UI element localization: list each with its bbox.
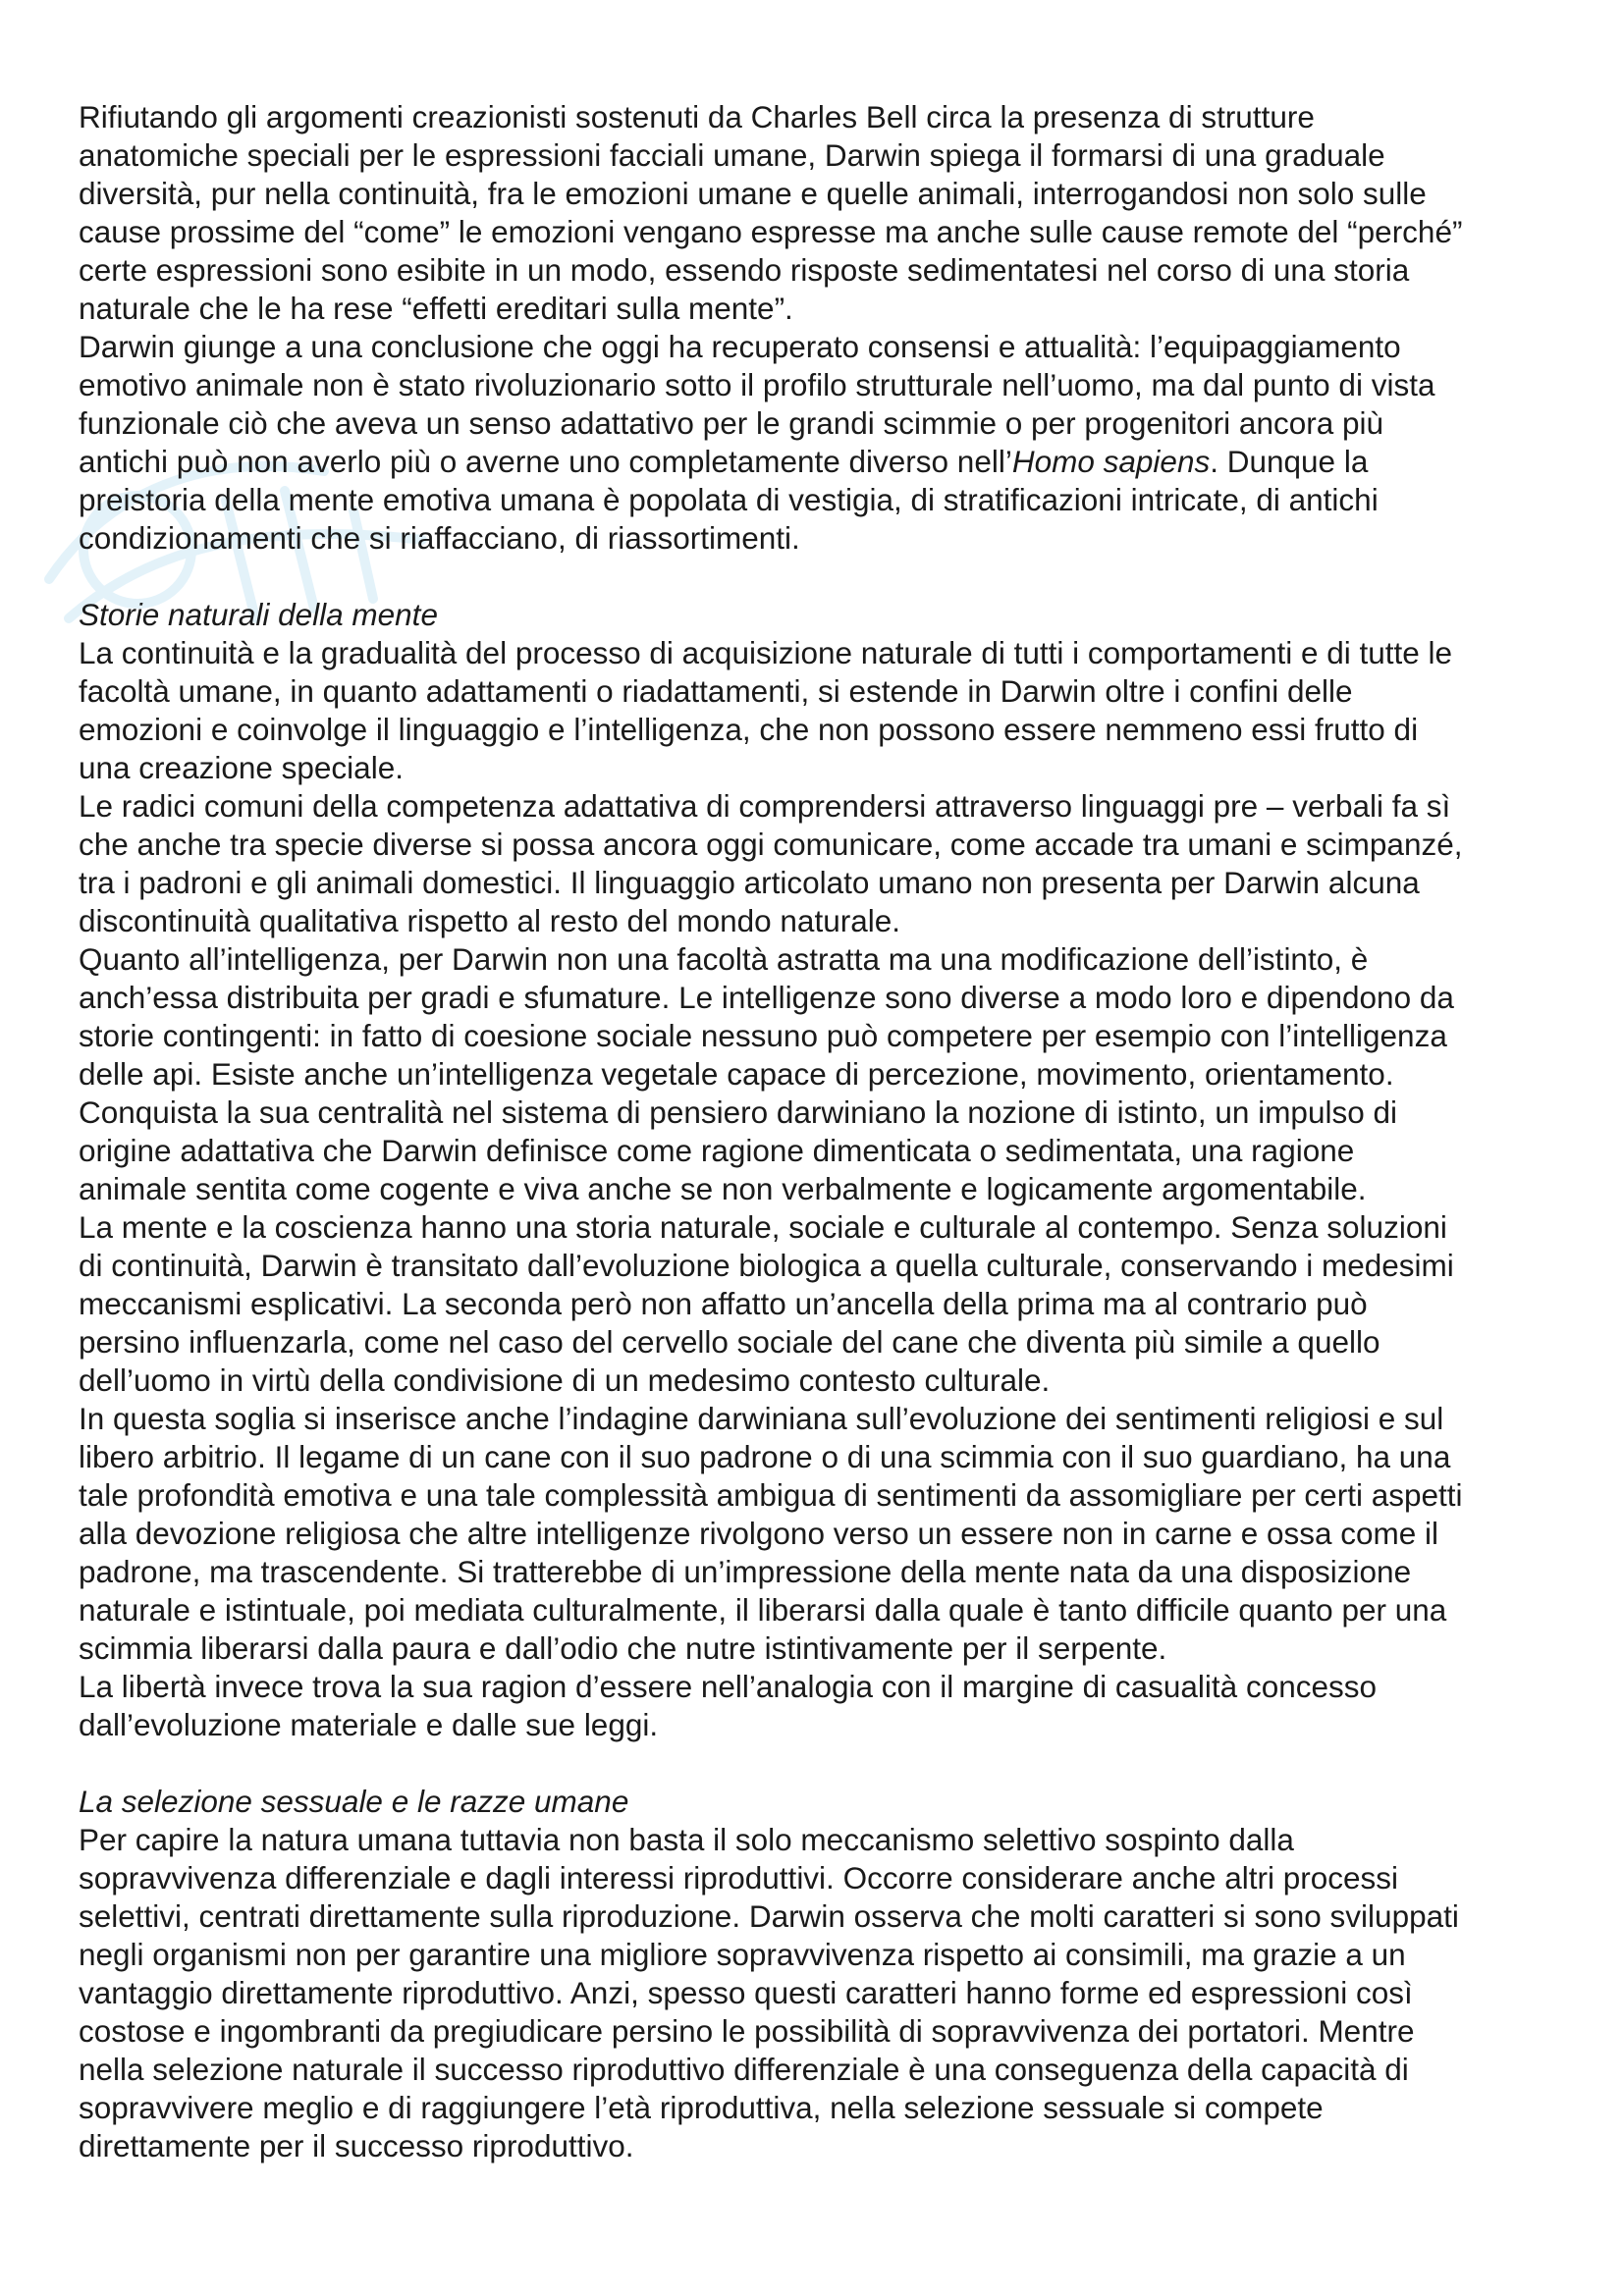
text-line: preistoria della mente emotiva umana è popolata di vestigia, di stratificazioni intricate, di antichi [79, 482, 1379, 517]
text-line: discontinuità qualitativa rispetto al resto del mondo naturale. [79, 903, 900, 938]
text-line: Darwin giunge a una conclusione che oggi ha recuperato consensi e attualità: l’equipaggiamento [79, 329, 1401, 364]
text-line: dall’evoluzione materiale e dalle sue leggi. [79, 1707, 659, 1742]
text-line: condizionamenti che si riaffacciano, di riassortimenti. [79, 520, 800, 556]
text-line: La continuità e la gradualità del processo di acquisizione naturale di tutti i comportamenti e di tutte le [79, 635, 1453, 670]
text-line: certe espressioni sono esibite in un modo, essendo risposte sedimentatesi nel corso di una storia [79, 252, 1410, 288]
text-line: tale profondità emotiva e una tale complessità ambigua di sentimenti da assomigliare per certi aspetti [79, 1477, 1463, 1513]
paragraph-spacer [79, 1744, 1571, 1783]
text-line: origine adattativa che Darwin definisce come ragione dimenticata o sedimentata, una ragione [79, 1133, 1355, 1168]
text-line: Quanto all’intelligenza, per Darwin non una facoltà astratta ma una modificazione dell’istinto, è [79, 941, 1369, 977]
text-line: cause prossime del “come” le emozioni vengano espresse ma anche sulle cause remote del “perché” [79, 214, 1463, 249]
text-line: che anche tra specie diverse si possa ancora oggi comunicare, come accade tra umani e scimpanzé, [79, 827, 1463, 862]
text-line: alla devozione religiosa che altre intelligenze rivolgono verso un essere non in carne e ossa come il [79, 1516, 1439, 1551]
text-line: meccanismi esplicativi. La seconda però non affatto un’ancella della prima ma al contrario può [79, 1286, 1368, 1321]
text-line: scimmia liberarsi dalla paura e dall’odio che nutre istintivamente per il serpente. [79, 1630, 1167, 1666]
text-line: funzionale ciò che aveva un senso adattativo per le grandi scimmie o per progenitori ancora più [79, 405, 1384, 441]
text-line: Rifiutando gli argomenti creazionisti sostenuti da Charles Bell circa la presenza di strutture [79, 99, 1315, 134]
text-line: vantaggio direttamente riproduttivo. Anzi, spesso questi caratteri hanno forme ed espressioni così [79, 1975, 1413, 2010]
text-line: sopravvivere meglio e di raggiungere l’età riproduttiva, nella selezione sessuale si compete [79, 2090, 1324, 2125]
text-line: negli organismi non per garantire una migliore sopravvivenza rispetto ai consimili, ma grazie a un [79, 1937, 1406, 1972]
text-line: Le radici comuni della competenza adattativa di comprendersi attraverso linguaggi pre – verbali fa sì [79, 788, 1451, 824]
text-line: libero arbitrio. Il legame di un cane con il suo padrone o di una scimmia con il suo guardiano, ha una [79, 1439, 1451, 1474]
text-line: persino influenzarla, come nel caso del cervello sociale del cane che diventa più simile a quello [79, 1324, 1380, 1360]
text-line: padrone, ma trascendente. Si tratterebbe di un’impressione della mente nata da una disposizione [79, 1554, 1412, 1589]
document-body [79, 98, 1571, 2165]
text-segment: antichi può non averlo più o averne uno completamente diverso nell’ [79, 444, 1012, 479]
text-line: di continuità, Darwin è transitato dall’evoluzione biologica a quella culturale, conservando i medesimi [79, 1248, 1454, 1283]
text-line: emotivo animale non è stato rivoluzionario sotto il profilo strutturale nell’uomo, ma dal punto di vista [79, 367, 1435, 402]
section-natural-histories [79, 596, 1571, 1744]
text-line: costose e ingombranti da pregiudicare persino le possibilità di sopravvivenza dei portatori. Mentre [79, 2013, 1415, 2049]
text-line: naturale e istintuale, poi mediata culturalmente, il liberarsi dalla quale è tanto difficile quanto per una [79, 1592, 1447, 1628]
text-line: animale sentita come cogente e viva anche se non verbalmente e logicamente argomentabile. [79, 1171, 1367, 1206]
text-line: tra i padroni e gli animali domestici. Il linguaggio articolato umano non presenta per Darwin alcuna [79, 865, 1420, 900]
text-line: naturale che le ha rese “effetti ereditari sulla mente”. [79, 291, 793, 326]
text-line: direttamente per il successo riproduttivo. [79, 2128, 634, 2163]
text-line: diversità, pur nella continuità, fra le emozioni umane e quelle animali, interrogandosi non solo sulle [79, 176, 1427, 211]
section-heading: La selezione sessuale e le razze umane [79, 1784, 629, 1819]
text-line: Per capire la natura umana tuttavia non basta il solo meccanismo selettivo sospinto dalla [79, 1822, 1294, 1857]
text-line: facoltà umane, in quanto adattamenti o riadattamenti, si estende in Darwin oltre i confini delle [79, 673, 1353, 709]
text-line: dell’uomo in virtù della condivisione di un medesimo contesto culturale. [79, 1362, 1051, 1398]
text-line: nella selezione naturale il successo riproduttivo differenziale è una conseguenza della capacità di [79, 2052, 1409, 2087]
text-line: sopravvivenza differenziale e dagli interessi riproduttivi. Occorre considerare anche altri processi [79, 1860, 1399, 1896]
section-sexual-selection [79, 1783, 1571, 2165]
text-line: La libertà invece trova la sua ragion d’essere nell’analogia con il margine di casualità concesso [79, 1669, 1378, 1704]
text-line: storie contingenti: in fatto di coesione sociale nessuno può competere per esempio con l’intelligenza [79, 1018, 1447, 1053]
section-heading: Storie naturali della mente [79, 597, 438, 632]
text-line: delle api. Esiste anche un’intelligenza vegetale capace di percezione, movimento, orientamento. [79, 1056, 1394, 1092]
text-line: emozioni e coinvolge il linguaggio e l’intelligenza, che non possono essere nemmeno essi frutto di [79, 712, 1419, 747]
section-emotions [79, 98, 1571, 558]
text-line: La mente e la coscienza hanno una storia naturale, sociale e culturale al contempo. Senza soluzioni [79, 1209, 1447, 1245]
text-line: selettivi, centrati direttamente sulla riproduzione. Darwin osserva che molti caratteri si sono sviluppati [79, 1898, 1459, 1934]
text-segment: . Dunque la [1210, 444, 1369, 479]
text-line: In questa soglia si inserisce anche l’indagine darwiniana sull’evoluzione dei sentimenti religiosi e sul [79, 1401, 1444, 1436]
text-line: anatomiche speciali per le espressioni facciali umane, Darwin spiega il formarsi di una graduale [79, 137, 1385, 173]
italic-term: Homo sapiens [1011, 444, 1211, 479]
text-line [79, 443, 1571, 481]
text-line: una creazione speciale. [79, 750, 404, 785]
text-line: anch’essa distribuita per gradi e sfumature. Le intelligenze sono diverse a modo loro e dipendono da [79, 980, 1454, 1015]
text-line: Conquista la sua centralità nel sistema di pensiero darwiniano la nozione di istinto, un impulso di [79, 1095, 1398, 1130]
paragraph-spacer [79, 558, 1571, 596]
